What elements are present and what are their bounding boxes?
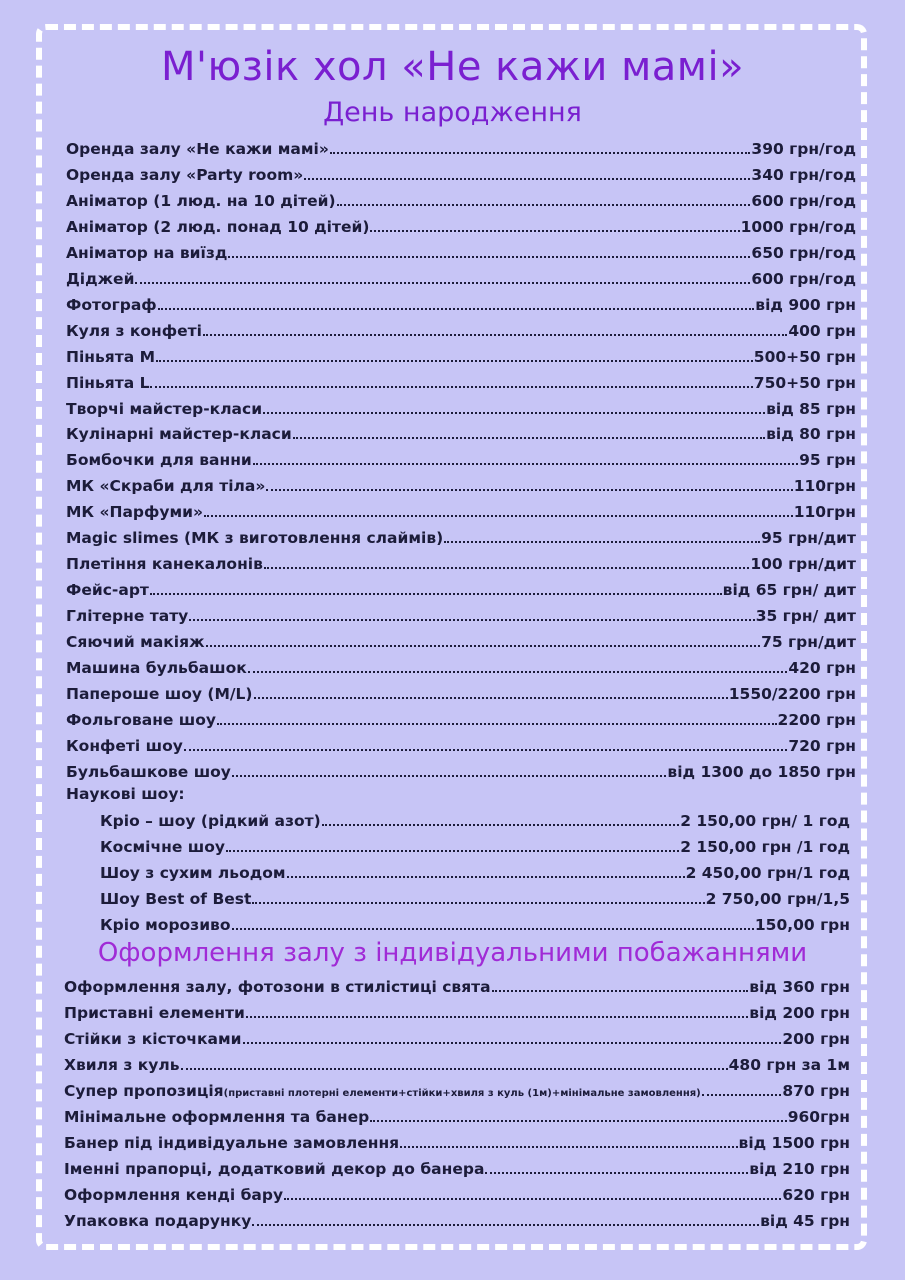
dot-leader: [150, 576, 722, 595]
item-price: 75 грн/дит: [761, 633, 856, 652]
item-label: МК «Скраби для тіла»: [66, 477, 266, 496]
item-price: 600 грн/год: [751, 269, 856, 288]
price-row: [66, 161, 856, 185]
item-label: Сяючий макіяж: [66, 633, 205, 652]
item-label: МК «Парфуми»: [66, 503, 204, 522]
dot-leader: [184, 732, 788, 751]
item-price: 2200 грн: [777, 710, 856, 729]
item-price: 95 грн: [799, 451, 856, 470]
price-row: [66, 576, 856, 600]
dot-leader: [252, 1207, 759, 1226]
dot-leader: [203, 317, 787, 336]
item-label: Куля з конфеті: [66, 321, 202, 340]
item-price: 110грн: [793, 477, 856, 496]
item-label: Оформлення кенді бару: [64, 1186, 284, 1204]
price-row: [64, 1155, 850, 1179]
dot-leader: [485, 1155, 748, 1174]
price-row: [100, 807, 850, 831]
item-label: Космічне шоу: [100, 838, 225, 856]
price-row: [66, 732, 856, 756]
item-label: Оформлення залу, фотозони в стилістиці свята: [64, 978, 491, 996]
item-label: Magic slimes (МК з виготовлення слаймів): [66, 529, 444, 548]
item-price: 150,00 грн: [754, 916, 850, 934]
item-label: Творчі майстер-класи: [66, 399, 263, 418]
price-row: [64, 1129, 850, 1153]
dot-leader: [248, 654, 788, 673]
item-label: Банер під індивідуальне замовлення: [64, 1134, 400, 1152]
dot-leader: [266, 472, 792, 491]
dot-leader: [444, 524, 760, 543]
price-row: [66, 524, 856, 548]
item-label: Мінімальне оформлення та банер: [64, 1108, 370, 1126]
price-row: [64, 999, 850, 1023]
dot-leader: [253, 446, 798, 465]
price-row: [66, 498, 856, 522]
item-label: Бульбашкове шоу: [66, 762, 231, 781]
price-row: [66, 291, 856, 315]
price-row: [66, 628, 856, 652]
price-row: [64, 973, 850, 997]
item-label: Аніматор на виїзд: [66, 243, 228, 262]
page-subtitle: День народження: [323, 97, 582, 128]
item-price: 340 грн/год: [751, 165, 856, 184]
item-label: Плетіння канекалонів: [66, 555, 263, 574]
science-heading: Наукові шоу:: [66, 785, 185, 803]
item-label: Приставні елементи: [64, 1004, 245, 1022]
dot-leader: [304, 161, 750, 180]
item-label: Конфеті шоу: [66, 736, 183, 755]
dot-leader: [263, 395, 765, 414]
item-label: Шоу Best of Best: [100, 890, 252, 908]
item-price: від 80 грн: [766, 425, 856, 444]
item-price: 620 грн: [782, 1186, 850, 1204]
dot-leader: [254, 680, 728, 699]
dot-leader: [181, 1051, 728, 1070]
dot-leader: [206, 628, 761, 647]
dot-leader: [158, 291, 755, 310]
dot-leader: [232, 911, 754, 930]
dot-leader: [293, 420, 765, 439]
dot-leader: [322, 807, 679, 826]
price-row: [66, 680, 856, 704]
item-price: 650 грн/год: [751, 243, 856, 262]
dot-leader: [232, 758, 667, 777]
dot-leader: [252, 885, 704, 904]
item-price: 960грн: [787, 1108, 850, 1126]
item-price: 750+50 грн: [753, 373, 856, 392]
decor-section-title: Оформлення залу з індивідуальними побажаннями: [97, 938, 808, 968]
item-label: Піньята M: [66, 347, 156, 366]
dot-leader: [287, 859, 685, 878]
price-row: [64, 1181, 850, 1205]
price-row: [66, 395, 856, 419]
item-price: 480 грн за 1м: [728, 1056, 850, 1074]
item-label: Кулінарні майстер-класи: [66, 425, 292, 444]
item-label: Упаковка подарунку: [64, 1212, 252, 1230]
item-price: 1550/2200 грн: [728, 684, 856, 703]
price-row: [66, 472, 856, 496]
item-price: 600 грн/год: [751, 191, 856, 210]
price-row: [66, 420, 856, 444]
price-row: [66, 343, 856, 367]
price-row: [66, 265, 856, 289]
item-price: 2 150,00 грн /1 год: [680, 838, 850, 856]
dot-leader: [702, 1077, 782, 1096]
dot-leader: [264, 550, 749, 569]
item-price: 420 грн: [788, 659, 856, 677]
item-price: 400 грн: [788, 321, 856, 340]
item-price: 500+50 грн: [753, 347, 856, 366]
price-row: [66, 135, 856, 159]
item-price: 390 грн/год: [751, 140, 856, 158]
item-label: Фейс-арт: [66, 581, 149, 600]
item-label: Машина бульбашок: [66, 659, 247, 677]
price-row: [66, 706, 856, 730]
item-price: 200 грн: [782, 1030, 850, 1048]
price-row: [64, 1077, 850, 1101]
dot-leader: [284, 1181, 781, 1200]
item-price: 100 грн/дит: [750, 555, 856, 574]
price-row: [100, 859, 850, 883]
item-label: Аніматор (2 люд. понад 10 дітей): [66, 217, 370, 236]
price-row: [100, 911, 850, 935]
price-row: [66, 550, 856, 574]
price-row: [66, 758, 856, 782]
dot-leader: [246, 999, 748, 1018]
dot-leader: [226, 833, 679, 852]
item-price: від 85 грн: [766, 399, 856, 418]
item-label: Глітерне тату: [66, 607, 189, 626]
dot-leader: [204, 498, 793, 517]
price-row: [66, 317, 856, 341]
price-row: [66, 446, 856, 470]
dot-leader: [135, 265, 750, 284]
price-row: [66, 187, 856, 211]
item-price: 720 грн: [788, 736, 856, 755]
dot-leader: [330, 135, 751, 154]
item-price: від 360 грн: [749, 978, 850, 996]
item-label: Оренда залу «Не кажи мамі»: [66, 140, 329, 158]
dot-leader: [400, 1129, 737, 1148]
item-label: Діджей: [66, 269, 135, 288]
item-price: 1000 грн/год: [740, 217, 856, 236]
dot-leader: [156, 343, 753, 362]
item-price: 2 750,00 грн/1,5: [705, 890, 850, 908]
dot-leader: [217, 706, 777, 725]
item-price: від 1500 грн: [738, 1134, 850, 1152]
price-row: [66, 369, 856, 393]
dot-leader: [243, 1025, 782, 1044]
price-row: [66, 602, 856, 626]
item-note: (приставні плотерні елементи+стійки+хвиля з куль (1м)+мінімальне замовлення): [223, 1088, 701, 1099]
item-label: Аніматор (1 люд. на 10 дітей): [66, 191, 336, 210]
item-price: 2 450,00 грн/1 год: [685, 864, 850, 882]
item-label: Фотограф: [66, 295, 157, 314]
price-row: [64, 1051, 850, 1075]
item-price: від 210 грн: [749, 1160, 850, 1178]
item-label: Хвиля з куль: [64, 1056, 180, 1074]
price-row: [64, 1025, 850, 1049]
dot-leader: [337, 187, 751, 206]
price-row: [64, 1103, 850, 1127]
dot-leader: [370, 1103, 787, 1122]
item-label: Стійки з кісточками: [64, 1030, 242, 1048]
item-label: Супер пропозиція: [64, 1082, 224, 1100]
dot-leader: [150, 369, 752, 388]
item-price: від 900 грн: [755, 295, 856, 314]
item-price: від 65 грн/ дит: [722, 581, 856, 600]
page-title: М'юзік хол «Не кажи мамі»: [160, 44, 745, 90]
price-row: [66, 239, 856, 263]
item-label: Кріо – шоу (рідкий азот): [100, 812, 321, 830]
dot-leader: [492, 973, 749, 992]
price-row: [66, 213, 856, 237]
item-price: від 200 грн: [749, 1004, 850, 1022]
dot-leader: [370, 213, 739, 232]
dot-leader: [228, 239, 750, 258]
item-price: 35 грн/ дит: [755, 607, 856, 626]
item-price: 2 150,00 грн/ 1 год: [680, 812, 850, 830]
item-label: Шоу з сухим льодом: [100, 864, 286, 882]
price-row: [66, 654, 856, 678]
dot-leader: [189, 602, 754, 621]
item-label: Іменні прапорці, додатковий декор до банера: [64, 1160, 485, 1178]
item-label: Папероше шоу (M/L): [66, 684, 253, 703]
item-price: 110грн: [793, 503, 856, 522]
price-row: [64, 1207, 850, 1231]
item-price: 870 грн: [782, 1082, 850, 1100]
item-label: Фольговане шоу: [66, 710, 217, 729]
price-row: [100, 833, 850, 857]
item-price: від 45 грн: [760, 1212, 850, 1230]
item-label: Кріо морозиво: [100, 916, 231, 934]
item-label: Піньята L: [66, 373, 150, 392]
item-label: Бомбочки для ванни: [66, 451, 252, 470]
item-price: 95 грн/дит: [761, 529, 856, 548]
item-label: Оренда залу «Party room»: [66, 165, 304, 184]
item-price: від 1300 до 1850 грн: [667, 762, 856, 781]
price-row: [100, 885, 850, 909]
